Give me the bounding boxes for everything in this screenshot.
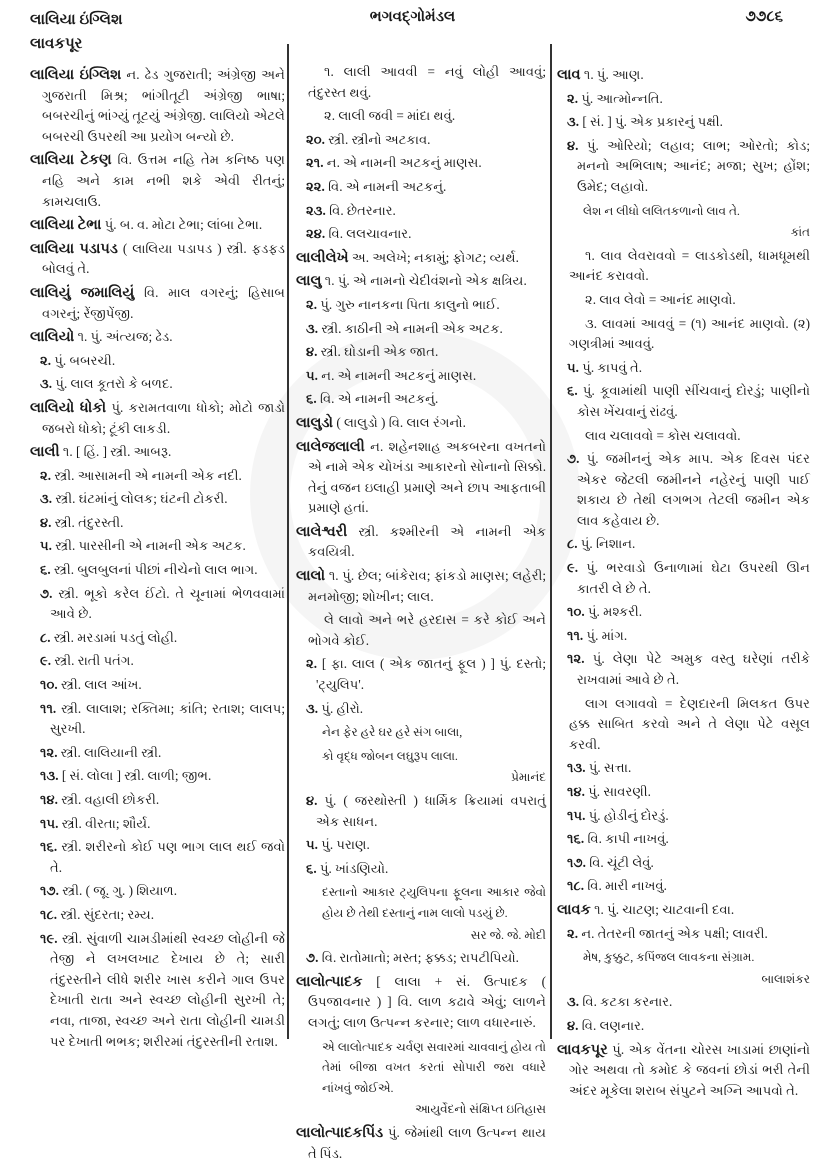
definition-text: વિ. એ નામની અટકનું. [319,391,439,407]
sense-number: ૪. [306,793,318,808]
definition-text: પું. પરાણ. [321,837,370,853]
sense-definition [557,782,810,803]
sense-definition [557,89,810,110]
definition-text: પું. મશ્કરી. [588,604,643,620]
headword: લાવક [557,901,591,918]
literary-quotation [296,746,546,767]
literary-quotation [296,882,546,923]
definition-text: ૧. [ હિં. ] સ્ત્રી. આબરૂ. [62,444,172,460]
sense-definition [296,342,546,363]
definition-text: પું. ઓરિયો; લહાવ; લાભ; ઓરતો; કોડ; મનનો અભિલાષ; આનંદ; મજા; સુખ; હોંશ; ઉમેદ; લહાવો. [577,137,811,194]
sense-definition [296,295,546,316]
column-divider [550,44,552,1039]
definition-text: વિ. લલચાવનાર. [328,226,412,242]
sense-number: ૫. [40,538,52,554]
sense-number: ૧૩. [567,760,586,776]
definition-text: વિ. છેતરનાર. [329,202,396,218]
sense-definition [30,536,285,557]
definition-text: સ્ત્રી. પારસીની એ નામની એક અટક. [55,538,246,554]
sense-number: ૮. [40,629,51,645]
sense-definition [30,513,285,534]
definition-text: વિ. કટકા કરનાર. [582,994,673,1010]
sense-definition [296,319,546,340]
definition-text: સ્ત્રી. કાઠીની એ નામની એક અટક. [321,320,503,336]
quotation-attribution [557,969,810,990]
sense-definition [557,112,810,133]
sense-definition [296,859,546,880]
headword: લાલીલેખે [296,249,349,266]
definition-text: સ્ત્રી. સુંવાળી ચામડીમાંથી સ્વચ્છ લોહીની જે તેજી ને લખલખાટ દેખાય છે તે; સારી તંદુરસ્તીને લીધે શરીર ખાસ કરીને ગાલ ઉપર દેખાતી રાતા અને સ્વચ્છ લોહીની સુરખી તે; નવા, તાજા, સ્વચ્છ અને રાતા લોહીની ચામડી પર દેખાતી ભભક; શરીરમાં તંદુરસ્તીની રતાશ. [50,930,285,1049]
definition-text: પું. બ. વ. મોટા ટેભા; લાંબા ટેભા. [104,217,263,233]
sense-definition [557,806,810,827]
sense-number: ૨. [306,656,318,672]
sense-number: ૪. [306,344,318,360]
sense-number: ૩. [40,376,53,392]
headword: લાલેજલાલી [296,438,365,455]
definition-text: ૧. પું. છેલ; બાંકેરાવ; ફાંકડો માણસ; લહેરી; મનમોજી; શોખીન; લાલ. [308,568,546,604]
definition-text: પું. લેણા પેટે અમુક વસ્તુ ઘરેણાં તરીકે રાખવામાં આવે છે તે. [577,651,811,688]
sense-definition [296,177,546,198]
definition-text: સ્ત્રી. ઘોડાની એક જાત. [320,344,439,360]
definition-text: સ્ત્રી. વહાલી છોકરી. [61,792,160,807]
sense-number: ૧૮. [567,878,585,894]
definition-text: પું. બબરચી. [54,352,116,368]
sense-number: ૧૭. [567,854,586,870]
definition-text: ૧. પું. ચાટણ; ચાટવાની દવા. [594,901,735,917]
guide-word-last: લાવકપૂર [30,36,83,52]
dictionary-column-3 [557,62,810,1104]
headword: લાલુડો [296,414,334,431]
sense-number: ૩. [567,994,580,1010]
sense-number: ૭. [306,950,319,966]
definition-text: પું. ભરવાડો ઉનાળામાં ઘેટા ઉપરથી ઊન કાતરી લે છે તે. [577,560,810,596]
sense-definition [296,699,546,720]
definition-text: ૨. લાવ લેવો = આનંદ માણવો. [585,291,736,307]
sense-number: ૨. [306,296,318,312]
definition-text: સ્ત્રી. તંદુરસ્તી. [54,514,124,530]
definition-text: પું. એક વેંતના ચોરસ ખાડામાં છાણાંનો ગોર અથવા તો કમોદ કે જવનાં છોડાં ભરી તેની અંદર મૂકેલા શરાબ સંપુટને અગ્નિ આપવો તે. [569,1041,810,1098]
definition-text: ૧. લાલી આવવી = નવું લોહી આવવું; તંદુરસ્ત થવું. [308,64,546,100]
definition-text: સ્ત્રી. ભૂકો કરેલ ઈંટો. તે ચૂનામાં ભેળવવામાં આવે છે. [50,585,286,622]
sense-number: ૧૨. [40,744,58,760]
definition-text: [ ફા. લાલ ( એક જાતનું ફૂલ ) ] પું. દસ્તો; 'ટ્યુલિપ'. [316,656,547,693]
headword: લાવકપૂર [557,1041,608,1058]
headword: લાલોત્પાદકપિંડ [296,1124,384,1141]
definition-text: ( લાલુડો ) વિ. લાલ રંગનો. [336,414,466,430]
sense-number: ૩. [306,320,319,336]
dictionary-entry [30,327,285,348]
definition-text: પું. સત્તા. [588,760,632,776]
sense-number: ૨. [567,90,579,106]
sense-number: ૧૪. [567,784,585,799]
sense-number: ૧૧. [567,627,584,643]
headword: લાવ [557,67,581,83]
sense-number: ૭. [567,451,580,467]
sense-definition [557,558,810,599]
sense-definition [557,829,810,850]
definition-text: લાગ લગાવવો = દેણદારની મિલકત ઉપર હક્ક સાબિત કરવો અને તે લેણા પેટે વસૂલ કરવી. [569,695,810,752]
sense-definition [30,489,285,510]
sense-definition [557,992,810,1013]
sense-number: ૧૦. [40,677,58,693]
sense-number: ૫. [306,837,318,853]
sense-number: ૬. [567,383,578,399]
definition-text: લાવ ચલાવવો = કોસ ચલાવવો. [585,427,741,443]
sense-definition [296,654,546,695]
definition-text: અ. અલેખે; નકામું; ફોગટ; વ્યર્થ. [351,249,519,265]
definition-text: પું. જેમાંથી લાળ ઉત્પન્ન થાય તે પિંડ. [308,1124,547,1161]
definition-text: પું. સાવરણી. [588,784,651,799]
definition-text: લેશ ન લીધો લલિતકળાનો લાવ તે. [583,203,740,218]
sense-number: ૫. [306,367,318,383]
sense-number: ૬. [40,562,51,578]
definition-text: પું. કરામતવાળા ધોકો; મોટો જાડો જબરો ધોકો; ટૂંકી લાકડી. [42,399,285,436]
sense-definition [30,628,285,649]
sense-number: ૧૨. [567,651,585,667]
headword: લાલિયા પડાપડ [30,240,118,257]
usage-example [557,314,810,355]
usage-example [557,426,810,447]
sense-number: ૪. [40,514,52,530]
sense-number: ૧૫. [40,815,59,831]
sense-definition [557,136,810,198]
quotation-attribution [296,1099,546,1120]
sense-definition [30,929,285,1053]
definition-text: ન. ઢેડ ગુજરાતી; અંગ્રેજી અને ગુજરાતી મિશ્ર; ભાંગીતૂટી અંગ્રેજી ભાષા; બબરચીનું ભાંગ્યું તૂટયું અંગ્રેજી. લાલિયો એટલે બબરચી ઉપરથી આ પ્રયોગ બન્યો છે. [42,67,286,144]
usage-example [296,62,546,103]
sense-number: ૩. [40,491,53,507]
sense-number: ૨. [40,352,52,368]
sense-definition [557,649,810,690]
sense-number: ૧૬. [567,831,585,847]
sense-definition [296,791,546,832]
definition-text: વિ. માલ વગરનું; હિસાબ વગરનું; રેંજીપેંજી. [42,284,286,321]
definition-text: સ્ત્રી. ( જૂ. ગુ. ) શિયાળ. [62,883,178,899]
dictionary-entry [296,248,546,269]
quotation-attribution [296,925,546,946]
headword: લાલિયા ઇંગ્લિશ [30,67,122,83]
definition-text: વિ. કાપી નાખવું. [587,831,669,847]
definition-text: ૧. પું. આણ. [583,67,644,82]
dictionary-entry [557,900,810,921]
sense-number: ૬. [306,391,317,407]
definition-text: ન. શહેનશાહ અકબરના વખતનો એ નામે એક ચોખંડા આકારનો સોનાનો સિક્કો. તેનું વજન ઇલાહી પ્રમાણે અને છાપ આફતાબી પ્રમાણે હતાં. [308,438,546,516]
definition-text: નેન ફેર હરે ઘર હરે સંગ બાલા, [322,725,463,740]
sense-definition [30,790,285,811]
definition-text: સ્ત્રી. કશ્મીરની એ નામની એક કવયિત્રી. [308,523,547,560]
definition-text: પું. હોડીનું દોરડું. [588,807,669,823]
definition-text: પું. નિશાન. [580,536,636,552]
sense-number: ૨૦. [306,131,325,147]
definition-text: પું. કાપવું તે. [582,359,643,375]
definition-text: ન. એ નામની અટકનું માણસ. [326,155,482,171]
sense-definition [557,602,810,623]
quotation-attribution [296,767,546,788]
sense-definition [30,743,285,764]
definition-text: પું. કૂવામાંથી પાણી સીંચવાનું દોરડું; પાણીનો કોસ ખેંચવાનું રાંઢવું. [577,383,811,419]
sense-number: ૨. [40,467,52,483]
sense-number: ૭. [40,585,53,601]
definition-text: સ્ત્રી. લાલ આંખ. [61,677,142,693]
sense-number: ૨૨. [306,178,325,194]
sense-definition [296,948,546,969]
definition-text: વિ. મારી નાખવું. [587,878,667,894]
headword: લાલોત્પાદક [296,973,363,990]
sense-definition [30,699,285,740]
definition-text: સ્ત્રી. આસામની એ નામની એક નદી. [54,467,242,483]
definition-text: ૧. લાવ લેવરાવવો = લાડકોડથી, ધામધૂમથી આનંદ કરાવવો. [569,247,810,284]
usage-example [557,290,810,311]
sense-definition [557,924,810,945]
headword: લાલિયા ટેભા [30,217,102,234]
headword: લાલી [30,444,60,461]
sense-number: ૩. [306,700,319,716]
dictionary-entry [30,215,285,236]
dictionary-entry [296,437,546,519]
definition-text: ૩. લાવમાં આવવું = (૧) આનંદ માણવો. (૨) ગણત્રીમાં આવવું. [569,315,810,352]
definition-text: પું. આત્મોન્નતિ. [581,90,663,106]
sense-definition [296,201,546,222]
sense-number: ૪. [567,1017,579,1033]
sense-number: ૪. [567,137,579,153]
definition-text: ૧. પું. એ નામનો ચેદીવંશનો એક ક્ષત્રિય. [324,273,527,289]
sense-definition [557,534,810,555]
definition-text: પું. જમીનનું એક માપ. એક દિવસ પંદર એકર જેટલી જમીનને નહેરનું પાણી પાઈ શકાય છે તેથી લગભગ તેટલી જમીન એક લાવ કહેવાય છે. [577,451,810,528]
dictionary-entry [30,283,285,324]
book-title: ભગવદ્ગોમંડલ [369,9,456,25]
definition-text: સ્ત્રી. વીરતા; શૌર્ય. [61,815,151,831]
sense-number: ૮. [567,536,578,552]
sense-definition [557,358,810,379]
sense-definition [30,374,285,395]
sense-number: ૧૧. [40,700,57,716]
definition-text: [ સં. લોલા ] સ્ત્રી. લાળી; જીભ. [61,768,212,784]
sense-number: ૩. [567,114,580,130]
definition-text: ૨. લાલી જવી = માંદા થવું. [324,108,456,124]
dictionary-entry [296,271,546,292]
definition-text: પું. ( જરથોસ્તી ) ધાર્મિક ક્રિયામાં વપરાતું એક સાધન. [316,793,547,829]
sense-definition [557,758,810,779]
literary-quotation [557,201,810,222]
headword: લાલિયા ટેકણ [30,152,112,169]
definition-text: સ્ત્રી. સ્ત્રીનો અટકાવ. [328,131,431,147]
sense-number: ૧૪. [40,792,58,807]
definition-text: સ્ત્રી. મરડામાં પડતું લોહી. [53,629,178,645]
headword: લાલિયો [30,329,75,346]
definition-text: સર જે. જે. મોદી [470,927,546,942]
usage-example [557,694,810,756]
quotation-attribution [557,222,810,243]
sense-definition [30,466,285,487]
sense-number: ૧૮. [40,906,58,922]
sense-definition [557,876,810,897]
definition-text: પ્રેમાનંદ [511,770,546,785]
sense-definition [296,130,546,151]
sense-number: ૧૩. [40,768,59,784]
headword: લાલુ [296,273,322,290]
sense-definition [30,584,285,625]
dictionary-entry [30,239,285,280]
dictionary-entry [30,398,285,439]
usage-example [296,106,546,127]
sense-definition [296,224,546,245]
literary-quotation [296,722,546,743]
definition-text: વિ. ચૂંટી લેવું. [589,854,654,870]
dictionary-entry [296,972,546,1034]
sense-number: ૨૪. [306,226,326,242]
headword: લાલિયું જમાલિયું [30,284,135,301]
sense-number: ૬. [306,860,317,876]
definition-text: સ્ત્રી. લાલિયાની સ્ત્રી. [60,744,162,760]
dictionary-column-2 [296,62,546,1167]
dictionary-entry [557,1040,810,1102]
sense-number: ૧૬. [40,839,58,855]
guide-word-first: લાલિયા ઇંગ્લિશ [30,12,123,28]
definition-text: લે લાવો અને ભરે હરદાસ = કરે કોઈ અને ભોગવે કોઈ. [308,612,546,648]
sense-number: ૧૭. [40,883,59,899]
sense-number: ૯. [567,560,579,576]
literary-quotation [557,947,810,968]
literary-quotation [296,1037,546,1099]
sense-definition [296,366,546,387]
sense-definition [557,1016,810,1037]
sense-definition [30,814,285,835]
definition-text: ન. તેતરની જાતનું એક પક્ષી; લાવરી. [581,925,768,941]
sense-definition [557,449,810,531]
sense-number: ૧૫. [567,807,586,823]
dictionary-entry [296,522,546,563]
definition-text: વિ. એ નામની અટકનું. [328,178,447,194]
sense-definition [30,560,285,581]
dictionary-entry [296,566,546,607]
headword: લાલિયો ધોકો [30,399,107,416]
definition-text: સ્ત્રી. રાતી પતંગ. [54,653,134,669]
definition-text: કો વૃદ્ધ જોબન લઘુરૂપ લાલા. [322,748,458,763]
dictionary-entry [30,65,285,147]
sense-definition [296,153,546,174]
sense-number: ૯. [40,653,52,669]
definition-text: બાલાશંકર [761,971,810,986]
usage-example [557,246,810,287]
sense-definition [30,905,285,926]
dictionary-entry [30,150,285,212]
definition-text: મેષ, કુક્કુટ, કપિંજલ લાવકના સંગ્રામ. [583,950,755,965]
sense-definition [557,853,810,874]
definition-text: એ લાલોત્પાદક ચર્વણ સવારમાં ચાવવાનું હોય તો તેમાં બીજા વખત કરતાં સોપારી જરા વધારે નાંખવું જોઈએ. [322,1039,546,1095]
sense-definition [30,675,285,696]
definition-text: આયુર્વેદનો સંક્ષિપ્ત ઇતિહાસ [415,1102,546,1117]
definition-text: વિ. લણનાર. [581,1017,645,1033]
definition-text: વિ. રાતોમાતો; મસ્ત; ફક્કડ; રાપટીપિયો. [321,950,519,966]
definition-text: પું. ગુરુ નાનકના પિતા કાલુનો ભાઈ. [320,296,500,312]
sense-number: ૨. [567,925,579,941]
page-number: ૭૭૮૬ [745,9,783,25]
headword: લાલેશ્વરી [296,523,348,540]
definition-text: દસ્તાનો આકાર ટ્યુલિપના ફૂલના આકાર જેવો હોય છે તેથી દસ્તાનું નામ લાલો પડયું છે. [322,885,546,920]
sense-number: ૨૩. [306,202,326,218]
dictionary-entry [557,65,810,86]
definition-text: ( લાલિયા પડાપડ ) સ્ત્રી. ફડફડ બોલવું તે. [42,240,286,277]
sense-definition [30,766,285,787]
column-divider [287,44,289,1039]
definition-text: સ્ત્રી. ઘંટમાંનું લોલક; ઘંટની ટોકરી. [55,491,228,507]
usage-example [296,610,546,651]
headword: લાલો [296,568,326,585]
sense-definition [30,881,285,902]
dictionary-entry [296,1123,546,1164]
definition-text: પું. હીરો. [321,700,364,716]
sense-definition [557,626,810,647]
sense-definition [296,835,546,856]
definition-text: ન. એ નામની અટકનું માણસ. [321,367,477,383]
definition-text: પું. ખાંડણિયો. [319,860,389,876]
dictionary-entry [30,442,285,463]
definition-text: વિ. ઉત્તમ નહિ તેમ કનિષ્ઠ પણ નહિ અને કામ નભી શકે એવી રીતનું; કામચલાઉ. [42,152,285,209]
sense-number: ૧૦. [567,604,585,620]
sense-definition [557,381,810,422]
definition-text: સ્ત્રી. સુંદરતા; રમ્ય. [60,906,155,922]
definition-text: પું. લાલ કૂતરો કે બળદ. [55,376,173,392]
definition-text: સ્ત્રી. શરીરનો કોઈ પણ ભાગ લાલ થઈ જવો તે. [50,839,285,875]
definition-text: [ સં. ] પું. એક પ્રકારનું પક્ષી. [582,114,723,130]
definition-text: [ લાલા + સં. ઉત્પાદક ( ઉપજાવનાર ) ] વિ. લાળ કઢાવે એવું; લાળને લગતું; લાળ ઉત્પન્ન કરનાર; લાળ વધારનારું. [308,973,546,1030]
definition-text: પું. માંગ. [586,627,628,643]
definition-text: ૧. પું. અંત્યજ; ઢેડ. [77,329,173,345]
sense-definition [30,837,285,878]
dictionary-entry [296,413,546,434]
sense-definition [30,651,285,672]
sense-number: ૫. [567,359,579,375]
sense-definition [296,389,546,410]
definition-text: કાંત [790,225,810,240]
sense-definition [30,351,285,372]
sense-number: ૧૯. [40,930,58,946]
sense-number: ૨૧. [306,155,324,171]
dictionary-column-1 [30,62,285,1055]
definition-text: સ્ત્રી. લાલાશ; રક્તિમા; કાંતિ; રતાશ; લાલપ; સુરખી. [50,700,286,737]
definition-text: સ્ત્રી. બુલબુલનાં પીછાં નીચેનો લાલ ભાગ. [53,562,258,578]
